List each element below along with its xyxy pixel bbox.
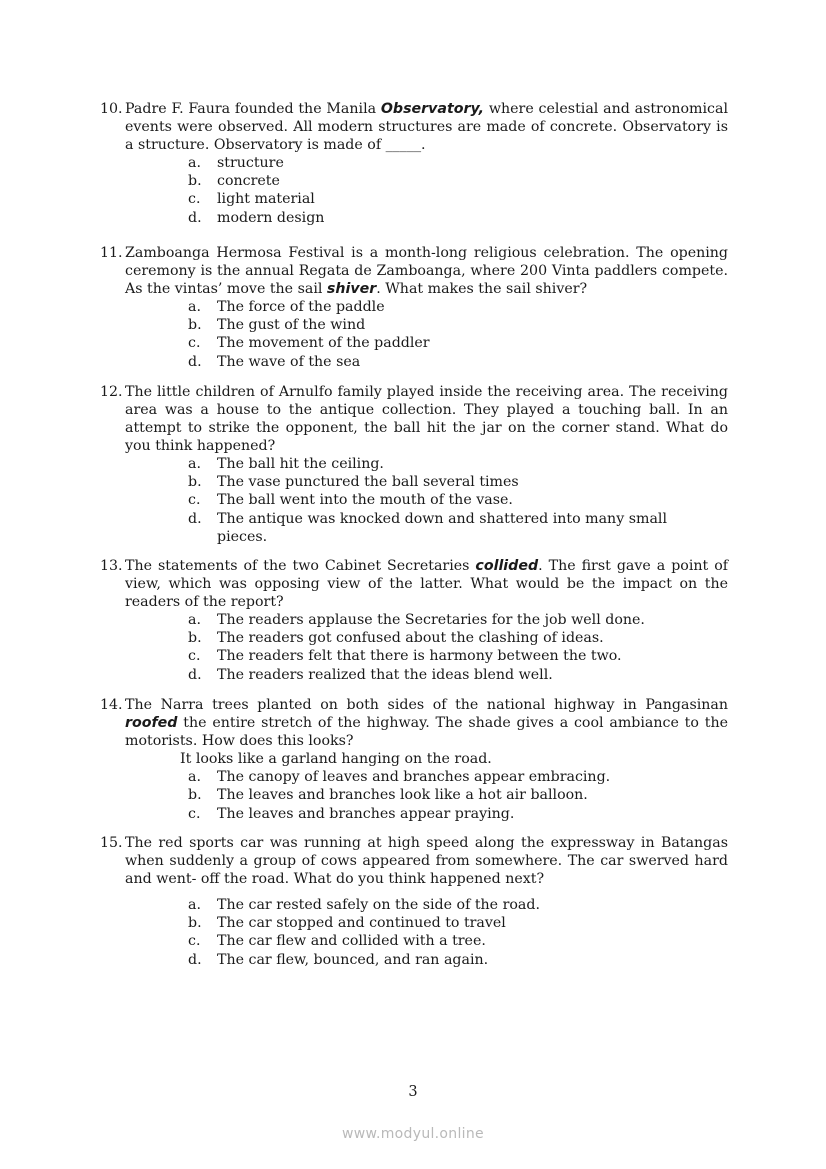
question-stem: Zamboanga Hermosa Festival is a month-long religious celebration. The opening ceremony is the annual Regata de Zamboanga, where 200 Vinta paddlers compete. As the vintas’ move the sail shiver. What makes the sail shiver? (125, 245, 728, 297)
option-b: b. The gust of the wind (188, 317, 366, 334)
option-d: d. The wave of the sea (188, 353, 361, 370)
option-d: d. modern design (188, 209, 325, 226)
option-c: c. The car flew and collided with a tree. (188, 933, 486, 950)
question-stem: The little children of Arnulfo family played inside the receiving area. The receiving area was a house to the antique collection. They played a touching ball. In an attempt to strike the opponent, the ball hit the jar on the corner stand. What do you think happened? (125, 384, 728, 454)
question-number: 11. (100, 245, 123, 261)
question-number: 15. (100, 835, 123, 851)
lead-statement: It looks like a garland hanging on the road. (180, 751, 492, 767)
question-11 (100, 244, 728, 371)
option-b: b. The vase punctured the ball several times (188, 474, 519, 491)
option-a: a. The car rested safely on the side of the road. (188, 897, 540, 913)
option-a: a. The force of the paddle (188, 299, 385, 315)
watermark: www.modyul.online (342, 1126, 484, 1142)
options-list (100, 154, 728, 227)
option-a: a. The canopy of leaves and branches appear embracing. (188, 769, 611, 786)
option-a: a. The ball hit the ceiling. (188, 456, 384, 472)
question-15 (100, 834, 728, 969)
option-a: a. The readers applause the Secretaries for the job well done. (188, 612, 645, 628)
question-stem: The red sports car was running at high speed along the expressway in Batangas when suddenly a group of cows appeared from somewhere. The car swerved hard and went- off the road. What do you think happened next? (125, 835, 728, 887)
key-word: shiver (326, 281, 377, 297)
question-stem: The statements of the two Cabinet Secretaries collided. The first gave a point of view, which was opposing view of the latter. What would be the impact on the readers of the report? (125, 558, 728, 610)
options-list (100, 611, 728, 684)
question-stem: Padre F. Faura founded the Manila Observatory, where celestial and astronomical events were observed. All modern structures are made of concrete. Observatory is a structure. Observatory is made of _____. (125, 101, 728, 153)
option-b: b. The car stopped and continued to travel (188, 915, 506, 932)
option-b: b. The leaves and branches look like a hot air balloon. (188, 787, 588, 804)
question-number: 12. (100, 384, 123, 400)
question-number: 10. (100, 101, 123, 117)
options-list (100, 768, 728, 823)
option-c: c. The movement of the paddler (188, 335, 430, 352)
option-d: d. The car flew, bounced, and ran again. (188, 951, 489, 968)
question-10 (100, 100, 728, 227)
option-c: c. The leaves and branches appear praying. (188, 805, 515, 822)
option-d: d. The antique was knocked down and shattered into many small pieces. (188, 510, 667, 545)
option-a: a. structure (188, 155, 284, 171)
option-c: c. light material (188, 191, 315, 208)
key-word: collided (475, 558, 539, 574)
options-list (100, 298, 728, 371)
options-list (100, 896, 728, 969)
key-word: Observatory, (380, 101, 485, 117)
question-stem: The Narra trees planted on both sides of the national highway in Pangasinan roofed the entire stretch of the highway. The shade gives a cool ambiance to the motorists. How does this looks? (125, 697, 728, 749)
question-14 (100, 696, 728, 823)
option-b: b. concrete (188, 173, 280, 190)
option-c: c. The readers felt that there is harmony between the two. (188, 648, 622, 665)
question-number: 14. (100, 697, 123, 713)
option-b: b. The readers got confused about the clashing of ideas. (188, 630, 604, 647)
option-d: d. The readers realized that the ideas blend well. (188, 666, 553, 683)
option-c: c. The ball went into the mouth of the vase. (188, 492, 513, 509)
options-list (100, 455, 728, 546)
question-12 (100, 383, 728, 546)
key-word: roofed (125, 715, 178, 731)
question-number: 13. (100, 558, 123, 574)
page-number: 3 (408, 1084, 418, 1100)
question-13 (100, 557, 728, 684)
